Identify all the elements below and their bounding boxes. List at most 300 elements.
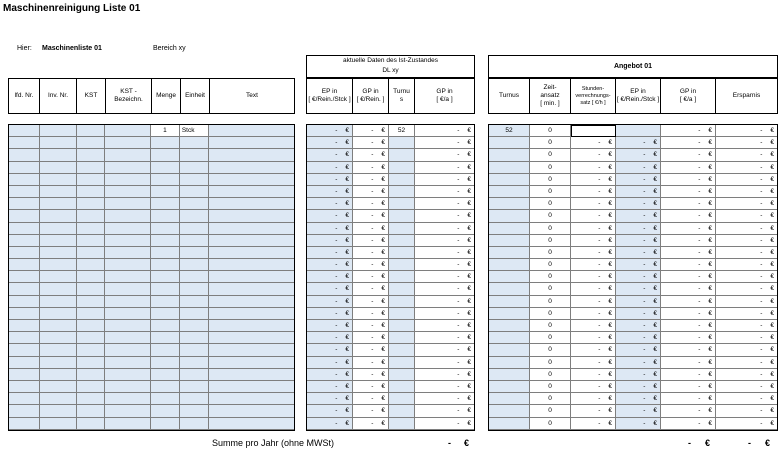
cell-text[interactable] [209,381,294,393]
cell-menge[interactable] [151,332,180,344]
cell-ang-ersparnis[interactable] [716,271,777,283]
cell-kst-bez[interactable] [105,223,151,235]
cell-inv-nr[interactable] [40,283,77,295]
cell-ang-gp[interactable] [661,235,716,247]
cell-ang-gp[interactable] [661,125,716,137]
cell-ist-turnus[interactable] [389,369,415,381]
cell-text[interactable] [209,162,294,174]
cell-ist-ep[interactable] [307,283,353,295]
cell-kst-bez[interactable] [105,186,151,198]
cell-ist-gpa[interactable] [415,393,474,405]
cell-text[interactable] [209,149,294,161]
cell-ang-zeit[interactable]: 0 [530,162,571,174]
cell-ang-gp[interactable] [661,308,716,320]
cell-kst[interactable] [77,344,106,356]
cell-lfd-nr[interactable] [9,125,40,137]
cell-ang-turnus[interactable] [489,405,530,417]
cell-ist-gp[interactable] [353,344,389,356]
cell-lfd-nr[interactable] [9,369,40,381]
cell-einheit[interactable] [180,357,209,369]
cell-ang-gp[interactable] [661,247,716,259]
cell-ang-turnus[interactable] [489,320,530,332]
cell-ist-gp[interactable] [353,198,389,210]
cell-lfd-nr[interactable] [9,381,40,393]
cell-kst[interactable] [77,332,106,344]
cell-ang-stunden[interactable] [571,344,616,356]
cell-ang-ersparnis[interactable] [716,247,777,259]
cell-inv-nr[interactable] [40,405,77,417]
cell-kst-bez[interactable] [105,149,151,161]
cell-ist-gpa[interactable] [415,259,474,271]
cell-ist-turnus[interactable] [389,137,415,149]
cell-ist-gp[interactable] [353,259,389,271]
cell-ang-turnus[interactable] [489,174,530,186]
cell-text[interactable] [209,223,294,235]
cell-ist-gp[interactable] [353,271,389,283]
cell-einheit[interactable] [180,137,209,149]
cell-ang-ep[interactable] [616,198,661,210]
cell-kst-bez[interactable] [105,283,151,295]
cell-kst[interactable] [77,369,106,381]
cell-ang-stunden[interactable] [571,357,616,369]
cell-menge[interactable] [151,235,180,247]
cell-menge[interactable] [151,344,180,356]
cell-kst[interactable] [77,418,106,430]
cell-text[interactable] [209,283,294,295]
cell-ist-turnus[interactable] [389,393,415,405]
cell-ist-gp[interactable] [353,369,389,381]
cell-ist-gp[interactable] [353,125,389,137]
cell-ang-zeit[interactable]: 0 [530,393,571,405]
cell-kst-bez[interactable] [105,271,151,283]
cell-ist-turnus[interactable] [389,162,415,174]
cell-ang-ersparnis[interactable] [716,235,777,247]
cell-menge[interactable] [151,381,180,393]
cell-ang-ersparnis[interactable] [716,186,777,198]
cell-text[interactable] [209,259,294,271]
cell-menge[interactable] [151,198,180,210]
cell-ist-ep[interactable] [307,369,353,381]
cell-ist-turnus[interactable] [389,283,415,295]
cell-ist-gp[interactable] [353,283,389,295]
cell-text[interactable] [209,405,294,417]
cell-ist-gp[interactable] [353,393,389,405]
cell-ang-stunden[interactable] [571,137,616,149]
cell-kst-bez[interactable] [105,393,151,405]
cell-ang-zeit[interactable]: 0 [530,271,571,283]
cell-kst-bez[interactable] [105,247,151,259]
cell-ang-turnus[interactable] [489,308,530,320]
cell-inv-nr[interactable] [40,332,77,344]
cell-ang-stunden[interactable] [571,186,616,198]
cell-kst[interactable] [77,162,106,174]
cell-ang-ep[interactable] [616,259,661,271]
cell-kst-bez[interactable] [105,296,151,308]
cell-ang-gp[interactable] [661,174,716,186]
cell-ang-stunden[interactable] [571,198,616,210]
cell-lfd-nr[interactable] [9,137,40,149]
cell-kst-bez[interactable] [105,162,151,174]
cell-ang-ep[interactable] [616,271,661,283]
cell-lfd-nr[interactable] [9,344,40,356]
cell-lfd-nr[interactable] [9,418,40,430]
cell-ang-turnus[interactable] [489,162,530,174]
cell-ang-ep[interactable] [616,296,661,308]
cell-menge[interactable] [151,223,180,235]
cell-ist-turnus[interactable] [389,357,415,369]
cell-ist-turnus[interactable] [389,308,415,320]
cell-lfd-nr[interactable] [9,271,40,283]
cell-ang-zeit[interactable]: 0 [530,320,571,332]
cell-kst-bez[interactable] [105,320,151,332]
cell-lfd-nr[interactable] [9,186,40,198]
cell-lfd-nr[interactable] [9,210,40,222]
cell-inv-nr[interactable] [40,125,77,137]
cell-einheit[interactable] [180,418,209,430]
cell-text[interactable] [209,186,294,198]
cell-ang-zeit[interactable]: 0 [530,344,571,356]
cell-ist-ep[interactable] [307,271,353,283]
cell-ist-gpa[interactable] [415,223,474,235]
cell-ist-gpa[interactable] [415,174,474,186]
cell-kst-bez[interactable] [105,125,151,137]
cell-ist-gpa[interactable] [415,149,474,161]
cell-ang-ep[interactable] [616,357,661,369]
cell-menge[interactable] [151,357,180,369]
cell-ist-gpa[interactable] [415,418,474,430]
cell-inv-nr[interactable] [40,369,77,381]
cell-text[interactable] [209,332,294,344]
cell-ang-ep[interactable] [616,235,661,247]
cell-ang-zeit[interactable]: 0 [530,186,571,198]
cell-inv-nr[interactable] [40,308,77,320]
cell-inv-nr[interactable] [40,149,77,161]
cell-kst-bez[interactable] [105,357,151,369]
cell-ist-gp[interactable] [353,174,389,186]
cell-ang-turnus[interactable] [489,198,530,210]
cell-ang-zeit[interactable]: 0 [530,259,571,271]
cell-ist-turnus[interactable] [389,186,415,198]
cell-ist-turnus[interactable] [389,418,415,430]
cell-einheit[interactable] [180,247,209,259]
cell-kst-bez[interactable] [105,332,151,344]
cell-ang-stunden[interactable] [571,418,616,430]
cell-kst[interactable] [77,235,106,247]
cell-ang-stunden[interactable] [571,162,616,174]
cell-ang-zeit[interactable]: 0 [530,137,571,149]
cell-kst[interactable] [77,137,106,149]
cell-ist-turnus[interactable] [389,223,415,235]
cell-ang-ersparnis[interactable] [716,320,777,332]
cell-inv-nr[interactable] [40,320,77,332]
cell-ist-ep[interactable] [307,186,353,198]
cell-ang-turnus[interactable] [489,235,530,247]
cell-ang-zeit[interactable]: 0 [530,308,571,320]
cell-ist-turnus[interactable] [389,381,415,393]
cell-ist-turnus[interactable] [389,235,415,247]
cell-text[interactable] [209,125,294,137]
cell-menge[interactable] [151,247,180,259]
cell-ang-ep[interactable] [616,381,661,393]
cell-menge[interactable] [151,405,180,417]
cell-ist-turnus[interactable] [389,149,415,161]
cell-ang-stunden[interactable] [571,308,616,320]
cell-ist-gp[interactable] [353,381,389,393]
cell-ang-gp[interactable] [661,344,716,356]
cell-inv-nr[interactable] [40,418,77,430]
cell-ang-stunden[interactable] [571,405,616,417]
cell-ist-turnus[interactable] [389,247,415,259]
cell-ist-gp[interactable] [353,308,389,320]
cell-ang-ep[interactable] [616,174,661,186]
cell-ang-ersparnis[interactable] [716,223,777,235]
cell-ang-zeit[interactable]: 0 [530,174,571,186]
cell-ang-ep[interactable] [616,162,661,174]
cell-ist-ep[interactable] [307,210,353,222]
cell-ang-ersparnis[interactable] [716,210,777,222]
cell-ang-stunden[interactable] [571,210,616,222]
cell-ist-gpa[interactable] [415,210,474,222]
cell-text[interactable] [209,198,294,210]
cell-ang-gp[interactable] [661,283,716,295]
cell-inv-nr[interactable] [40,137,77,149]
cell-einheit[interactable] [180,405,209,417]
cell-ang-zeit[interactable]: 0 [530,283,571,295]
cell-ang-zeit[interactable]: 0 [530,223,571,235]
cell-ist-ep[interactable] [307,296,353,308]
cell-kst-bez[interactable] [105,198,151,210]
cell-menge[interactable] [151,174,180,186]
cell-kst-bez[interactable] [105,405,151,417]
cell-ang-gp[interactable] [661,369,716,381]
cell-ist-gp[interactable] [353,137,389,149]
cell-kst[interactable] [77,320,106,332]
cell-text[interactable] [209,271,294,283]
cell-menge[interactable] [151,296,180,308]
cell-ist-gp[interactable] [353,210,389,222]
cell-einheit[interactable] [180,283,209,295]
cell-kst-bez[interactable] [105,381,151,393]
cell-ang-ersparnis[interactable] [716,308,777,320]
cell-einheit[interactable] [180,198,209,210]
cell-ang-zeit[interactable]: 0 [530,125,571,137]
cell-lfd-nr[interactable] [9,283,40,295]
cell-ang-turnus[interactable] [489,344,530,356]
cell-ist-turnus[interactable] [389,210,415,222]
cell-ang-ersparnis[interactable] [716,283,777,295]
cell-ist-turnus[interactable] [389,271,415,283]
cell-einheit[interactable] [180,271,209,283]
cell-inv-nr[interactable] [40,223,77,235]
cell-ang-ep[interactable] [616,283,661,295]
cell-ist-gp[interactable] [353,296,389,308]
cell-lfd-nr[interactable] [9,174,40,186]
cell-einheit[interactable] [180,223,209,235]
cell-ist-gpa[interactable] [415,308,474,320]
cell-ist-gpa[interactable] [415,320,474,332]
cell-ang-turnus[interactable] [489,223,530,235]
cell-lfd-nr[interactable] [9,357,40,369]
cell-ang-gp[interactable] [661,210,716,222]
cell-ang-ep[interactable] [616,125,661,137]
cell-ang-gp[interactable] [661,223,716,235]
cell-ang-ersparnis[interactable] [716,332,777,344]
cell-ist-ep[interactable] [307,357,353,369]
cell-ist-gpa[interactable] [415,283,474,295]
cell-einheit[interactable] [180,369,209,381]
cell-ang-ersparnis[interactable] [716,357,777,369]
cell-ang-ep[interactable] [616,405,661,417]
cell-menge[interactable] [151,186,180,198]
cell-ang-ep[interactable] [616,137,661,149]
cell-ang-gp[interactable] [661,405,716,417]
cell-ang-stunden[interactable] [571,125,616,137]
cell-text[interactable] [209,174,294,186]
cell-ist-ep[interactable] [307,174,353,186]
cell-ist-ep[interactable] [307,344,353,356]
cell-inv-nr[interactable] [40,271,77,283]
cell-ang-turnus[interactable] [489,271,530,283]
cell-einheit[interactable] [180,162,209,174]
cell-ist-gp[interactable] [353,332,389,344]
cell-ang-ep[interactable] [616,393,661,405]
cell-inv-nr[interactable] [40,210,77,222]
cell-menge[interactable] [151,259,180,271]
cell-ang-ersparnis[interactable] [716,125,777,137]
cell-ang-stunden[interactable] [571,296,616,308]
cell-ang-stunden[interactable] [571,259,616,271]
cell-ang-stunden[interactable] [571,283,616,295]
cell-text[interactable] [209,210,294,222]
cell-ang-stunden[interactable] [571,174,616,186]
cell-ang-turnus[interactable] [489,332,530,344]
cell-ist-gp[interactable] [353,149,389,161]
cell-ang-zeit[interactable]: 0 [530,149,571,161]
cell-ist-gpa[interactable] [415,332,474,344]
cell-menge[interactable]: 1 [151,125,180,137]
cell-einheit[interactable] [180,320,209,332]
cell-ist-gpa[interactable] [415,381,474,393]
cell-ist-ep[interactable] [307,247,353,259]
cell-ist-gpa[interactable] [415,296,474,308]
cell-ang-turnus[interactable] [489,381,530,393]
cell-einheit[interactable] [180,186,209,198]
cell-ang-ep[interactable] [616,308,661,320]
cell-ang-turnus[interactable] [489,186,530,198]
cell-ist-gp[interactable] [353,357,389,369]
cell-ang-gp[interactable] [661,357,716,369]
cell-ang-ep[interactable] [616,320,661,332]
cell-ang-zeit[interactable]: 0 [530,296,571,308]
cell-kst[interactable] [77,381,106,393]
cell-kst[interactable] [77,283,106,295]
cell-ist-gp[interactable] [353,247,389,259]
cell-text[interactable] [209,344,294,356]
cell-kst-bez[interactable] [105,210,151,222]
cell-menge[interactable] [151,149,180,161]
cell-ang-stunden[interactable] [571,235,616,247]
cell-ang-zeit[interactable]: 0 [530,198,571,210]
cell-ang-stunden[interactable] [571,247,616,259]
cell-ang-gp[interactable] [661,259,716,271]
cell-ang-gp[interactable] [661,381,716,393]
cell-kst[interactable] [77,405,106,417]
cell-lfd-nr[interactable] [9,149,40,161]
cell-inv-nr[interactable] [40,235,77,247]
cell-menge[interactable] [151,308,180,320]
cell-ist-gpa[interactable] [415,125,474,137]
cell-ist-gpa[interactable] [415,369,474,381]
cell-ang-ersparnis[interactable] [716,405,777,417]
cell-ang-gp[interactable] [661,296,716,308]
cell-ang-gp[interactable] [661,271,716,283]
cell-ang-gp[interactable] [661,320,716,332]
cell-ist-ep[interactable] [307,320,353,332]
cell-ist-gpa[interactable] [415,247,474,259]
cell-ang-zeit[interactable]: 0 [530,210,571,222]
cell-ist-ep[interactable] [307,393,353,405]
cell-kst-bez[interactable] [105,308,151,320]
cell-ang-ep[interactable] [616,186,661,198]
cell-ist-gp[interactable] [353,320,389,332]
cell-inv-nr[interactable] [40,381,77,393]
cell-ist-turnus[interactable] [389,174,415,186]
cell-inv-nr[interactable] [40,186,77,198]
cell-einheit[interactable] [180,259,209,271]
cell-inv-nr[interactable] [40,296,77,308]
cell-ist-gp[interactable] [353,186,389,198]
cell-menge[interactable] [151,162,180,174]
cell-text[interactable] [209,296,294,308]
cell-einheit[interactable] [180,344,209,356]
cell-kst-bez[interactable] [105,137,151,149]
cell-kst[interactable] [77,198,106,210]
cell-ang-stunden[interactable] [571,149,616,161]
cell-ist-turnus[interactable] [389,405,415,417]
cell-lfd-nr[interactable] [9,405,40,417]
cell-einheit[interactable] [180,308,209,320]
cell-ist-gp[interactable] [353,223,389,235]
cell-ang-stunden[interactable] [571,393,616,405]
cell-menge[interactable] [151,210,180,222]
cell-ang-turnus[interactable] [489,283,530,295]
cell-ist-gpa[interactable] [415,186,474,198]
cell-lfd-nr[interactable] [9,162,40,174]
cell-kst[interactable] [77,259,106,271]
cell-ang-gp[interactable] [661,332,716,344]
cell-text[interactable] [209,393,294,405]
cell-ang-ersparnis[interactable] [716,393,777,405]
cell-text[interactable] [209,308,294,320]
cell-lfd-nr[interactable] [9,198,40,210]
cell-ang-zeit[interactable]: 0 [530,357,571,369]
cell-text[interactable] [209,320,294,332]
cell-kst-bez[interactable] [105,369,151,381]
cell-einheit[interactable] [180,332,209,344]
cell-ist-ep[interactable] [307,308,353,320]
cell-einheit[interactable] [180,393,209,405]
cell-ang-gp[interactable] [661,418,716,430]
cell-menge[interactable] [151,137,180,149]
cell-ang-zeit[interactable]: 0 [530,418,571,430]
cell-ang-zeit[interactable]: 0 [530,369,571,381]
cell-lfd-nr[interactable] [9,332,40,344]
cell-ist-gp[interactable] [353,418,389,430]
cell-ang-gp[interactable] [661,393,716,405]
cell-ang-ersparnis[interactable] [716,174,777,186]
cell-lfd-nr[interactable] [9,247,40,259]
cell-ang-ersparnis[interactable] [716,259,777,271]
